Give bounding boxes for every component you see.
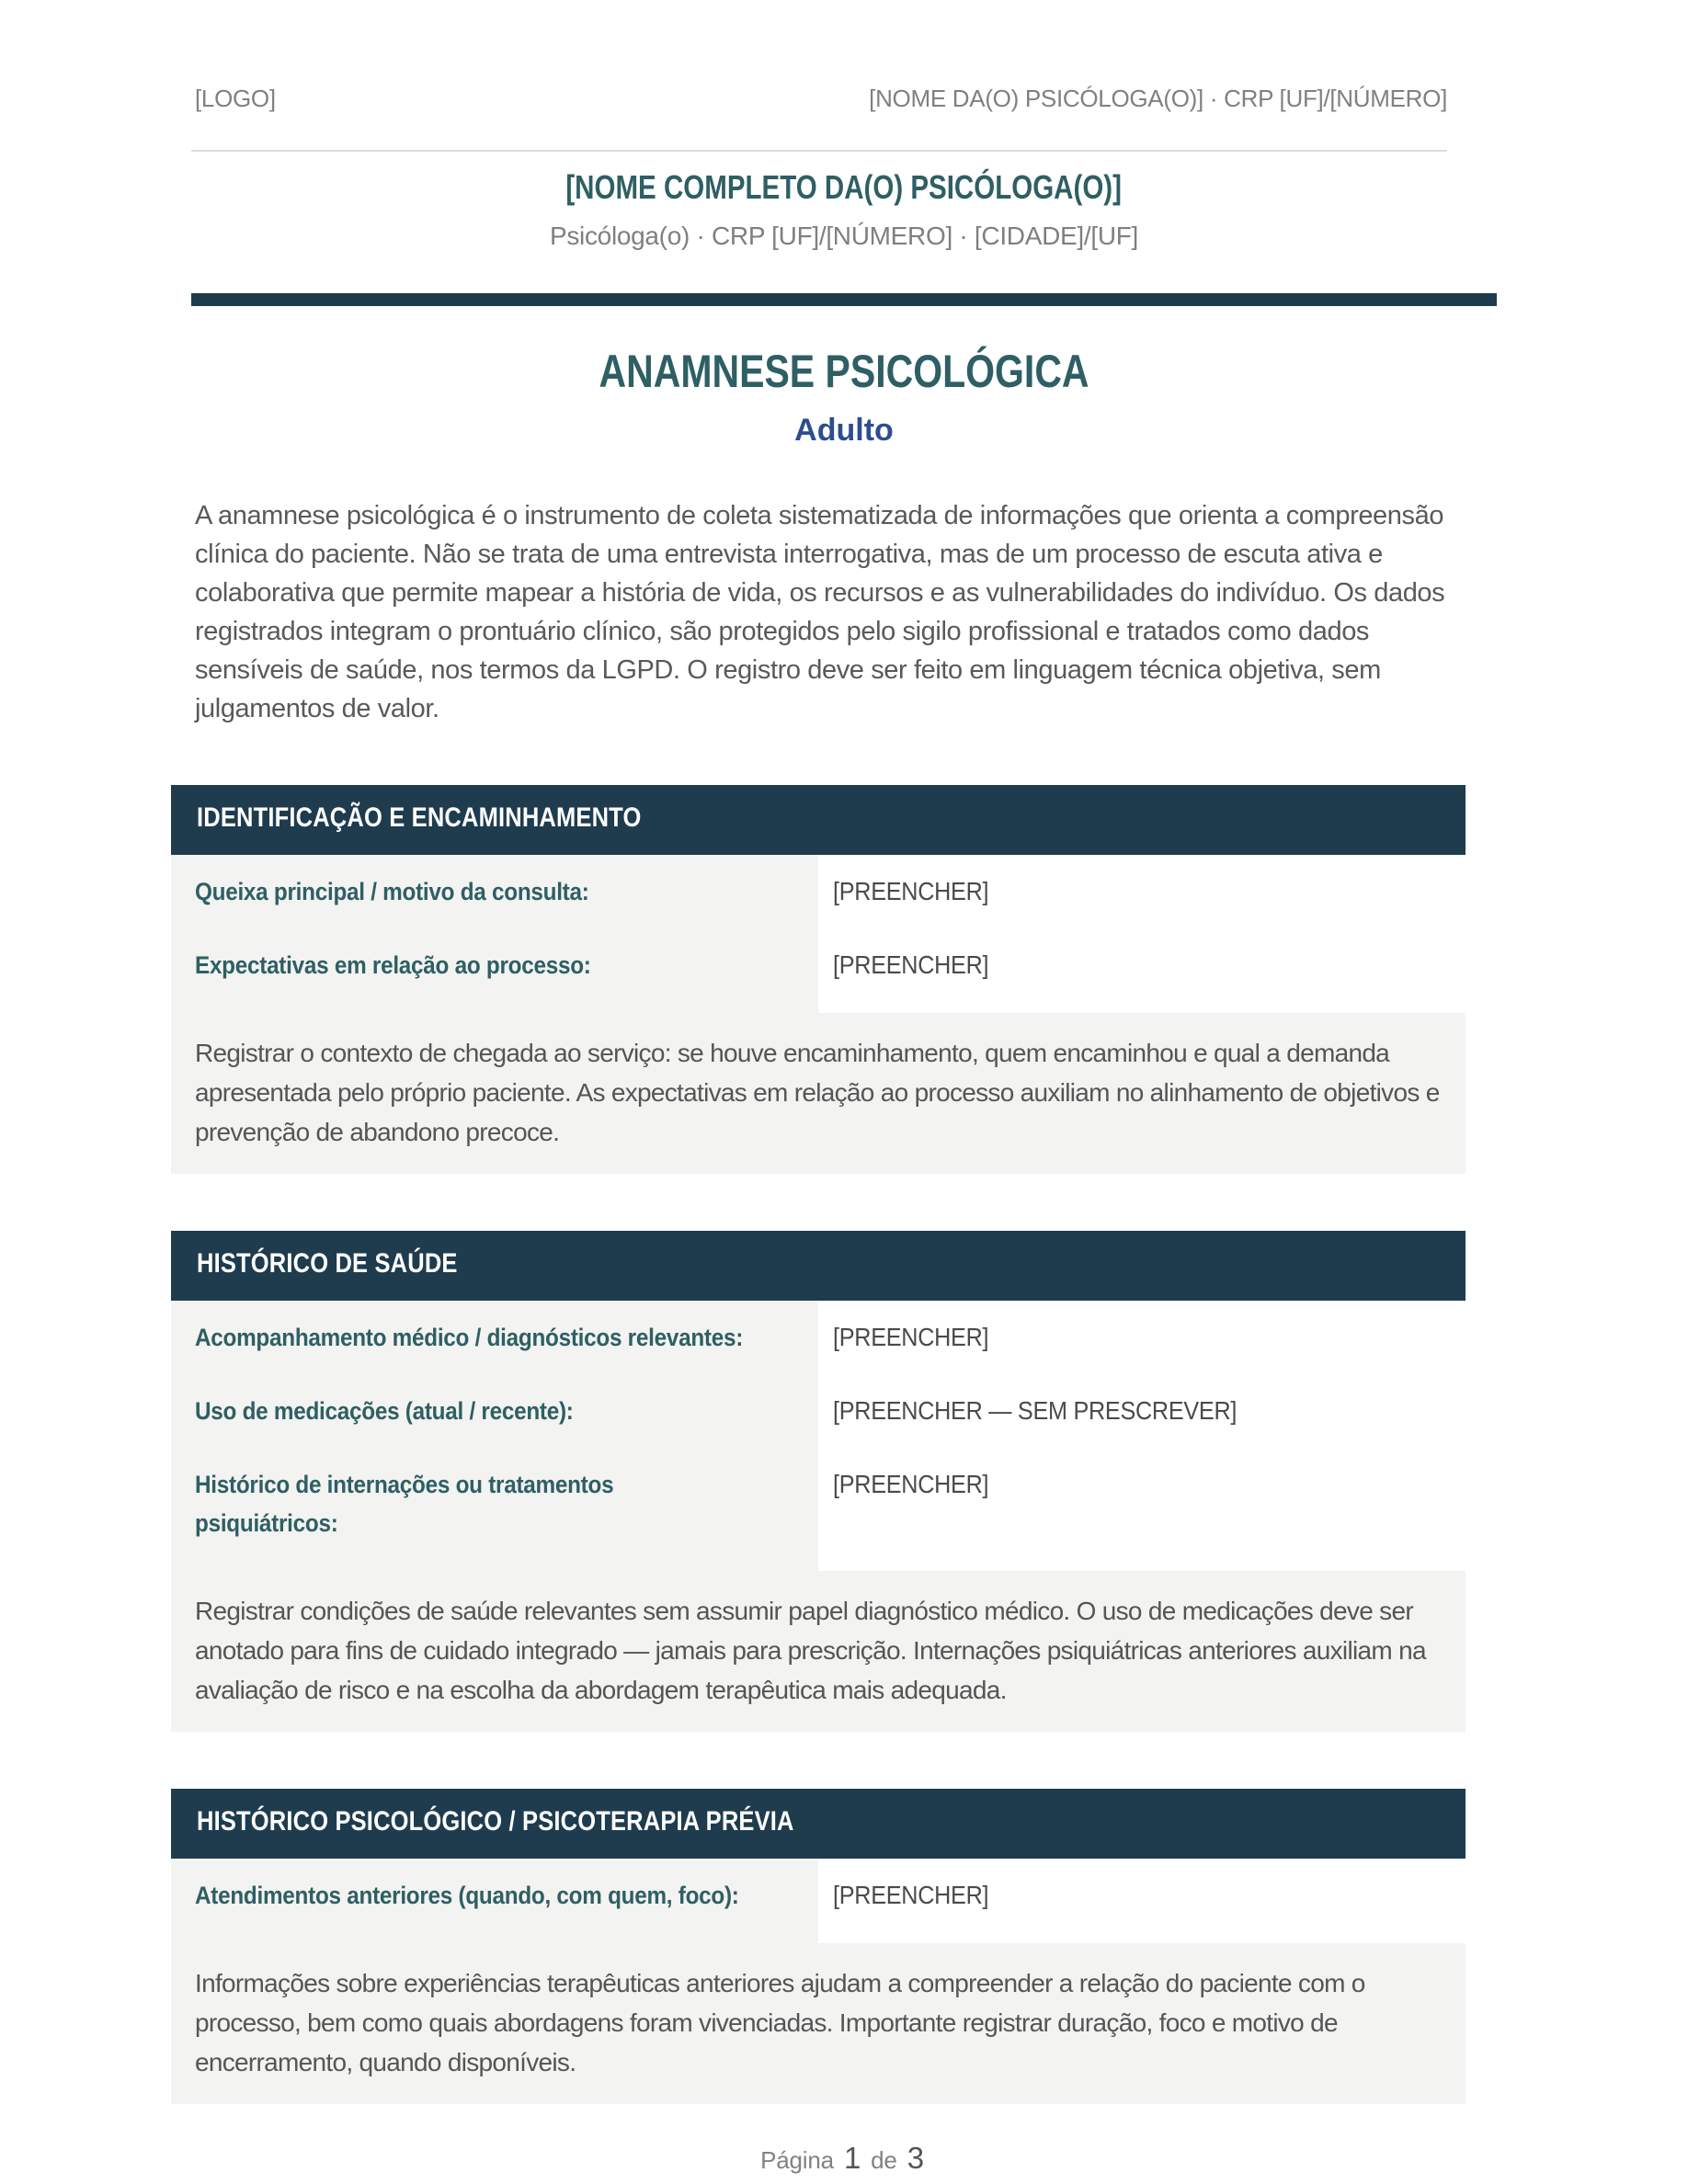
section-rows [171,855,1466,1013]
section-rows [171,1301,1466,1571]
section-rows [171,1859,1466,1943]
header-credentials: [NOME DA(O) PSICÓLOGA(O)] · CRP [UF]/[NÚMERO] [869,85,1447,112]
field-value: [PREENCHER] [833,1323,989,1351]
psychologist-name-title: [NOME COMPLETO DA(O) PSICÓLOGA(O)] [565,168,1123,206]
field-value: [PREENCHER — SEM PRESCREVER] [833,1396,1237,1425]
footer-page-number: 1 [843,2141,861,2175]
field-label: Expectativas em relação ao processo: [195,951,591,979]
field-label: Atendimentos anteriores (quando, com quem, foco): [195,1882,739,1909]
logo-placeholder: [LOGO] [195,85,276,112]
section-header-bar: HISTÓRICO PSICOLÓGICO / PSICOTERAPIA PRÉVIA [171,1789,1466,1859]
header-divider [191,150,1447,152]
psychologist-credentials-line: Psicóloga(o) · CRP [UF]/[NÚMERO] · [CIDADE]/[UF] [549,222,1139,250]
footer-page-word: Página [760,2146,834,2174]
field-row [171,1448,1466,1560]
section-header-bar: HISTÓRICO DE SAÚDE [171,1231,1466,1301]
field-row [171,928,1466,1002]
running-header [195,85,1447,113]
field-row [171,1374,1466,1448]
footer-of-word: de [871,2146,897,2174]
section-identificacao-encaminhamento [171,785,1466,1174]
intro-paragraph: A anamnese psicológica é o instrumento de coleta sistematizada de informações que orienta a compreensão clínica do paciente. Não se trata de uma entrevista interrogativa, mas de um processo de escuta ativa e colaborativa que permite mapear a história de vida, os recursos e as vulnerabilidades do indivíduo. Os dados registrados integram o prontuário clínico, são protegidos pelo sigilo profissional e tratados como dados sensíveis de saúde, nos termos da LGPD. O registro deve ser feito em linguagem técnica objetiva, sem julgamentos de valor. [195,501,1445,723]
field-value: [PREENCHER] [833,1470,989,1498]
field-row [171,1859,1466,1932]
section-header-bar: IDENTIFICAÇÃO E ENCAMINHAMENTO [171,785,1466,855]
field-row [171,1301,1466,1374]
field-value: [PREENCHER] [833,877,989,905]
section-guidance-note: Registrar o contexto de chegada ao serviço: se houve encaminhamento, quem encaminhou e qual a demanda apresentada pelo próprio paciente. As expectativas em relação ao processo auxiliam no alinhamento de objetivos e prevenção de abandono precoce. [171,1013,1466,1174]
field-value: [PREENCHER] [833,950,989,979]
accent-divider-bar [191,293,1497,306]
field-value: [PREENCHER] [833,1881,989,1909]
section-guidance-note: Informações sobre experiências terapêuticas anteriores ajudam a compreender a relação do paciente com o processo, bem como quais abordagens foram vivenciadas. Importante registrar duração, foco e motivo de encerramento, quando disponíveis. [171,1943,1466,2104]
field-label: Acompanhamento médico / diagnósticos relevantes: [195,1324,744,1351]
section-guidance-note: Registrar condições de saúde relevantes sem assumir papel diagnóstico médico. O uso de medicações deve ser anotado para fins de cuidado integrado — jamais para prescrição. Internações psiquiátricas anteriores auxiliam na avaliação de risco e na escolha da abordagem terapêutica mais adequada. [171,1571,1466,1732]
document-title: ANAMNESE PSICOLÓGICA [599,346,1089,397]
section-historico-saude [171,1231,1466,1732]
field-label: Uso de medicações (atual / recente): [195,1397,574,1425]
field-row [171,855,1466,928]
footer-total-pages: 3 [907,2141,924,2175]
field-label: Histórico de internações ou tratamentos psiquiátricos: [195,1471,614,1537]
field-label: Queixa principal / motivo da consulta: [195,878,589,905]
document-subtitle: Adulto [794,413,894,448]
section-historico-psicologico [171,1789,1466,2104]
page-footer [0,2141,1688,2176]
